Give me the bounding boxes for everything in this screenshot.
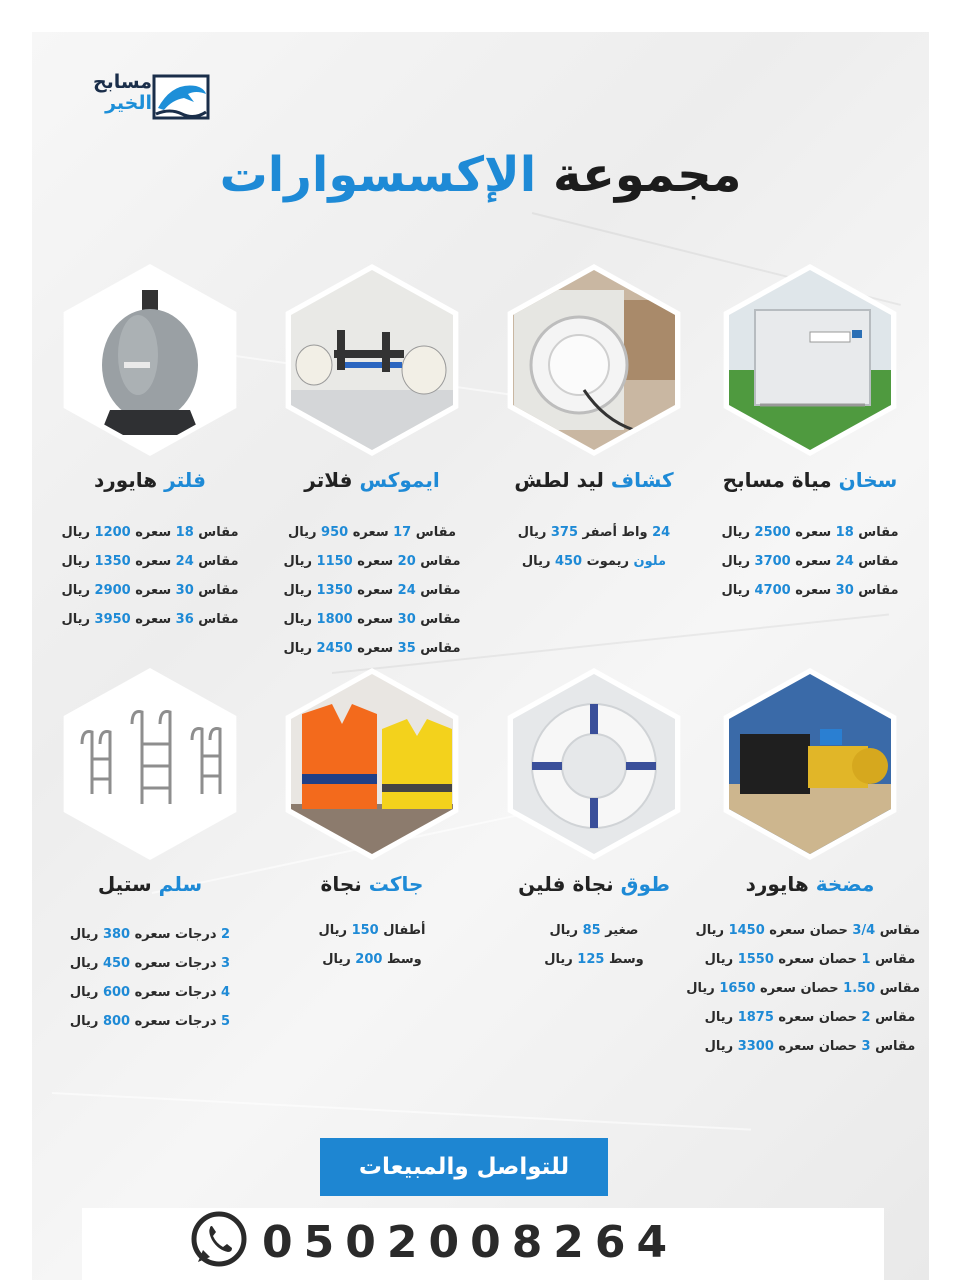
life-jacket-icon: [282, 674, 462, 854]
brand-logo: [60, 72, 210, 122]
product-name-led-light: كشاف ليد لطش: [514, 468, 674, 492]
price-line: 24 واط أصفر 375 ريال: [517, 525, 671, 540]
product-name-hayward-filter: فلتر هايورد: [93, 468, 207, 492]
product-name-steel-ladder: سلم ستيل: [97, 872, 203, 896]
contact-sales-button[interactable]: للتواصل والمبيعات: [320, 1138, 608, 1196]
price-line: وسط 125 ريال: [544, 952, 644, 967]
price-line: ملون ريموت 450 ريال: [521, 554, 667, 569]
price-line: مقاس 17 سعره 950 ريال: [287, 525, 456, 540]
filter-set-icon: [282, 270, 462, 450]
product-card-led-light: [484, 270, 704, 630]
led-light-icon: [504, 270, 684, 450]
price-line: مقاس 36 سعره 3950 ريال: [61, 612, 239, 627]
price-line: مقاس 18 سعره 2500 ريال: [721, 525, 899, 540]
brand-line2: الخير: [105, 92, 152, 114]
product-card-steel-ladder: [40, 674, 260, 1054]
price-list-heater: [700, 518, 920, 605]
price-list-hayward-filter: [40, 518, 260, 634]
price-line: 3 درجات سعره 450 ريال: [69, 956, 231, 971]
product-name-heater: سخان مياة مسابح: [722, 468, 898, 492]
price-line: 2 درجات سعره 380 ريال: [69, 927, 231, 942]
price-line: مقاس 1.50 حصان سعره 1650 ريال: [686, 981, 920, 996]
product-card-hayward-filter: [40, 270, 260, 650]
price-line: 5 درجات سعره 800 ريال: [69, 1014, 231, 1029]
price-line: مقاس 24 سعره 1350 ريال: [61, 554, 239, 569]
price-list-pump: [686, 916, 920, 1061]
price-line: مقاس 24 سعره 3700 ريال: [721, 554, 899, 569]
price-line: مقاس 20 سعره 1150 ريال: [283, 554, 461, 569]
page-title: [0, 140, 961, 210]
price-line: مقاس 18 سعره 1200 ريال: [61, 525, 239, 540]
product-name-life-ring: طوق نجاة فلين: [518, 872, 670, 896]
price-list-steel-ladder: [40, 920, 260, 1036]
pool-pump-icon: [720, 674, 900, 854]
price-line: مقاس 30 سعره 2900 ريال: [61, 583, 239, 598]
steel-ladder-icon: [60, 674, 240, 854]
price-line: مقاس 30 سعره 4700 ريال: [721, 583, 899, 598]
price-line: مقاس 24 سعره 1350 ريال: [283, 583, 461, 598]
phone-number[interactable]: 0502008264: [262, 1217, 679, 1268]
whatsapp-icon[interactable]: [190, 1210, 248, 1268]
price-line: صغير 85 ريال: [549, 923, 639, 938]
product-name-pump: مضخة هايورد: [745, 872, 875, 896]
product-card-life-jacket: [262, 674, 482, 994]
brand-line1: مسابح: [92, 71, 152, 93]
price-list-life-jacket: [262, 916, 482, 974]
product-name-emaux-filters: ايموكس فلاتر: [304, 468, 440, 492]
price-line: مقاس 1 حصان سعره 1550 ريال: [704, 952, 916, 967]
price-list-emaux-filters: [262, 518, 482, 663]
price-list-led-light: [484, 518, 704, 576]
product-card-emaux-filters: [262, 270, 482, 660]
pool-heater-icon: [720, 270, 900, 450]
product-card-heater: [700, 270, 920, 630]
price-line: مقاس 3 حصان سعره 3300 ريال: [704, 1039, 916, 1054]
title-part1: مجموعة: [552, 147, 742, 203]
title-part2: الإكسسوارات: [219, 147, 537, 203]
price-line: مقاس 3/4 حصان سعره 1450 ريال: [695, 923, 920, 938]
life-ring-icon: [504, 674, 684, 854]
price-line: 4 درجات سعره 600 ريال: [69, 985, 231, 1000]
price-line: أطفال 150 ريال: [318, 923, 426, 938]
price-list-life-ring: [484, 916, 704, 974]
dolphin-icon: [152, 74, 210, 120]
price-line: مقاس 35 سعره 2450 ريال: [283, 641, 461, 656]
price-line: مقاس 30 سعره 1800 ريال: [283, 612, 461, 627]
product-card-pump: [686, 674, 920, 1074]
price-line: وسط 200 ريال: [322, 952, 422, 967]
sand-filter-icon: [60, 270, 240, 450]
price-line: مقاس 2 حصان سعره 1875 ريال: [704, 1010, 916, 1025]
product-card-life-ring: [484, 674, 704, 994]
product-name-life-jacket: جاكت نجاة: [320, 872, 424, 896]
